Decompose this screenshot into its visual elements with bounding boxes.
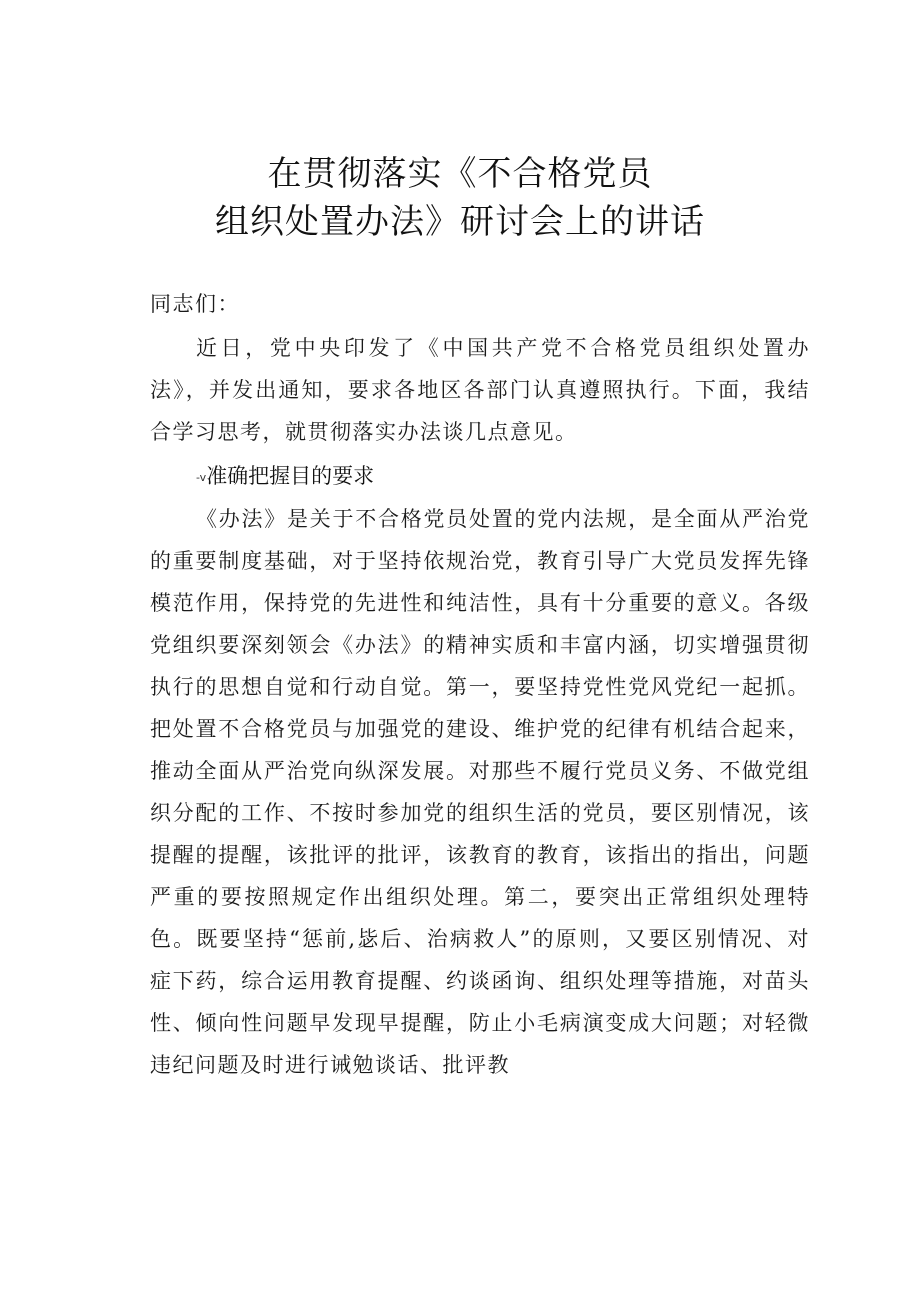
greeting: 同志们： (150, 292, 240, 316)
section-heading (196, 455, 796, 499)
section-marker: -v (196, 471, 207, 484)
title-line-1: 在贯彻落实《不合格党员 (267, 154, 653, 194)
paragraph-body: 《办法》是关于不合格党员处置的党内法规，是全面从严治党的重要制度基础，对于坚持依规治党，教育引导广大党员发挥先锋模范作用，保持党的先进性和纯洁性，具有十分重要的意义。各级党组织要深刻领会《办法》的精神实质和丰富内涵，切实增强贯彻执行的思想自觉和行动自觉。第一，要坚持党性党风党纪一起抓。把处置不合格党员与加强党的建设、维护党的纪律有机结合起来，推动全面从严治党向纵深发展。对那些不履行党员义务、不做党组织分配的工作、不按时参加党的组织生活的党员，要区别情况，该提醒的提醒，该批评的批评，该教育的教育，该指出的指出，问题严重的要按照规定作出组织处理。第二，要突出正常组织处理特色。既要坚持“惩前,毖后、治病救人”的原则，又要区别情况、对症下药，综合运用教育提醒、约谈函询、组织处理等措施，对苗头性、倾向性问题早发现早提醒，防止小毛病演变成大问题；对轻微违纪问题及时进行诫勉谈话、批评教 (150, 507, 810, 1077)
paragraph-intro: 近日，党中央印发了《中国共产党不合格党员组织处置办法》，并发出通知，要求各地区各部门认真遵照执行。下面，我结合学习思考，就贯彻落实办法谈几点意见。 (150, 336, 810, 444)
title-line-2: 组织处置办法》研讨会上的讲话 (215, 202, 705, 242)
document-title (0, 150, 920, 246)
section-heading-text: 准确把握目的要求 (206, 464, 375, 488)
